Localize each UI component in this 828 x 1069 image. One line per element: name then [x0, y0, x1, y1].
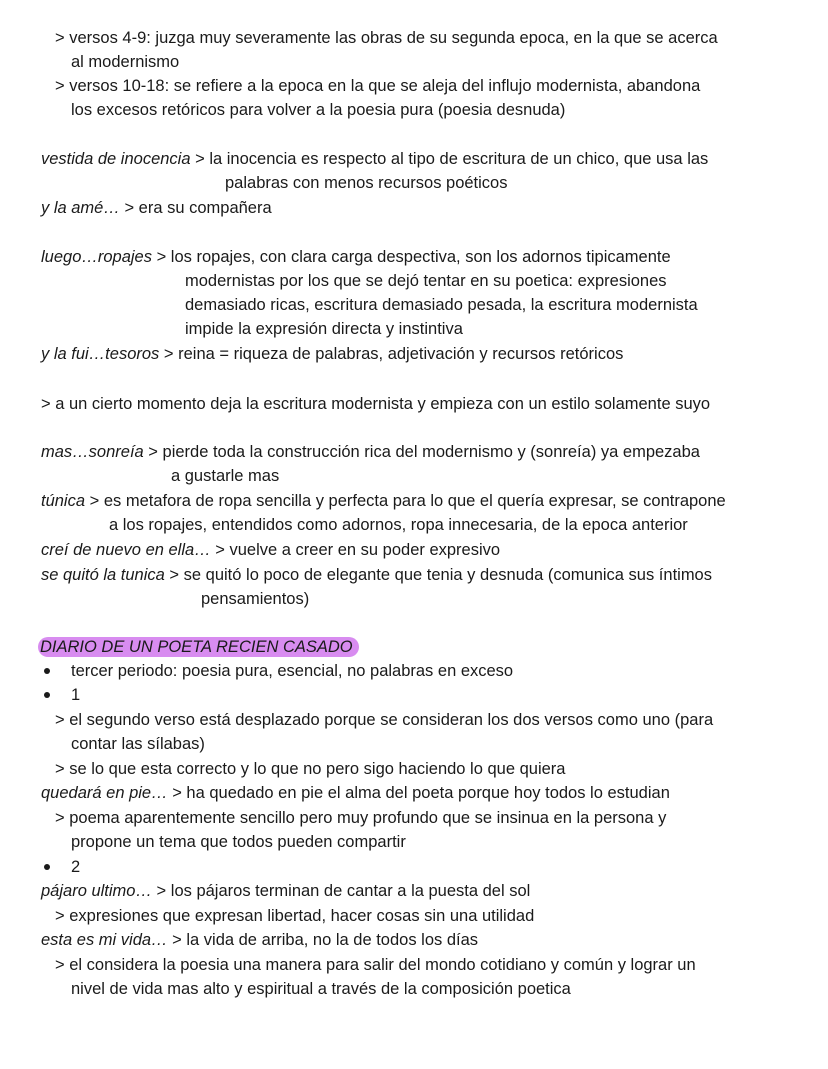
note-line: contar las sílabas)	[71, 735, 205, 753]
verse-comment: > los ropajes, con clara carga despectiva, son los adornos tipicamente	[152, 248, 671, 266]
verse-quote: luego…ropajes	[41, 248, 152, 266]
verse-quote: creí de nuevo en ella…	[41, 541, 211, 559]
section-heading: DIARIO DE UN POETA RECIEN CASADO	[38, 637, 359, 657]
note-line	[41, 245, 671, 269]
bullet-text: tercer periodo: poesia pura, esencial, no palabras en exceso	[71, 662, 514, 680]
verse-quote: y la amé…	[41, 199, 120, 217]
note-line: > expresiones que expresan libertad, hacer cosas sin una utilidad	[55, 907, 535, 925]
note-line: modernistas por los que se dejó tentar en su poetica: expresiones	[185, 272, 667, 290]
note-line: > poema aparentemente sencillo pero muy profundo que se insinua en la persona y	[55, 809, 667, 827]
verse-quote: mas…sonreía	[41, 443, 144, 461]
note-line: > el segundo verso está desplazado porque se consideran los dos versos como uno (para	[55, 711, 714, 729]
note-line: los excesos retóricos para volver a la poesia pura (poesia desnuda)	[71, 101, 566, 119]
bullet-dot	[44, 668, 50, 674]
note-line	[41, 928, 478, 952]
note-line	[41, 342, 623, 366]
bullet-dot	[44, 864, 50, 870]
verse-comment: > vuelve a creer en su poder expresivo	[210, 541, 501, 559]
note-line	[41, 489, 726, 513]
note-line: palabras con menos recursos poéticos	[225, 174, 508, 192]
note-line: > a un cierto momento deja la escritura modernista y empieza con un estilo solamente suyo	[41, 395, 711, 413]
verse-comment: > los pájaros terminan de cantar a la puesta del sol	[151, 882, 531, 900]
verse-comment: > era su compañera	[119, 199, 272, 217]
verse-comment: > la inocencia es respecto al tipo de escritura de un chico, que usa las	[190, 150, 709, 168]
note-line: al modernismo	[71, 53, 180, 71]
verse-quote: quedará en pie…	[41, 784, 168, 802]
note-line: nivel de vida mas alto y espiritual a través de la composición poetica	[71, 980, 571, 998]
note-line	[41, 563, 712, 587]
bullet-text: 1	[71, 686, 81, 704]
note-line	[41, 781, 670, 805]
verse-quote: túnica	[41, 492, 86, 510]
verse-comment: > reina = riqueza de palabras, adjetivación y recursos retóricos	[159, 345, 624, 363]
verse-quote: pájaro ultimo…	[41, 882, 152, 900]
verse-comment: > ha quedado en pie el alma del poeta porque hoy todos lo estudian	[167, 784, 670, 802]
bullet-dot	[44, 692, 50, 698]
verse-quote: esta es mi vida…	[41, 931, 168, 949]
note-line: impide la expresión directa y instintiva	[185, 320, 463, 338]
verse-comment: > es metafora de ropa sencilla y perfecta para lo que el quería expresar, se contrapone	[85, 492, 726, 510]
note-line	[41, 879, 530, 903]
verse-comment: > se quitó lo poco de elegante que tenia y desnuda (comunica sus íntimos	[164, 566, 712, 584]
note-line: > se lo que esta correcto y lo que no pero sigo haciendo lo que quiera	[55, 760, 566, 778]
note-line	[41, 196, 272, 220]
verse-quote: vestida de inocencia	[41, 150, 191, 168]
verse-comment: > la vida de arriba, no la de todos los días	[167, 931, 479, 949]
note-line: > versos 10-18: se refiere a la epoca en la que se aleja del influjo modernista, abandona	[55, 77, 701, 95]
verse-quote: se quitó la tunica	[41, 566, 165, 584]
bullet-text: 2	[71, 858, 81, 876]
note-line: propone un tema que todos pueden compartir	[71, 833, 406, 851]
note-line: a gustarle mas	[171, 467, 280, 485]
note-line	[41, 538, 500, 562]
note-line: > versos 4-9: juzga muy severamente las obras de su segunda epoca, en la que se acerca	[55, 29, 718, 47]
note-line: > el considera la poesia una manera para salir del mondo cotidiano y común y lograr un	[55, 956, 696, 974]
verse-quote: y la fui…tesoros	[41, 345, 160, 363]
note-line: pensamientos)	[201, 590, 310, 608]
note-line	[41, 440, 700, 464]
verse-comment: > pierde toda la construcción rica del modernismo y (sonreía) ya empezaba	[143, 443, 700, 461]
note-line: a los ropajes, entendidos como adornos, ropa innecesaria, de la epoca anterior	[109, 516, 688, 534]
note-line	[41, 147, 708, 171]
note-line: demasiado ricas, escritura demasiado pesada, la escritura modernista	[185, 296, 698, 314]
